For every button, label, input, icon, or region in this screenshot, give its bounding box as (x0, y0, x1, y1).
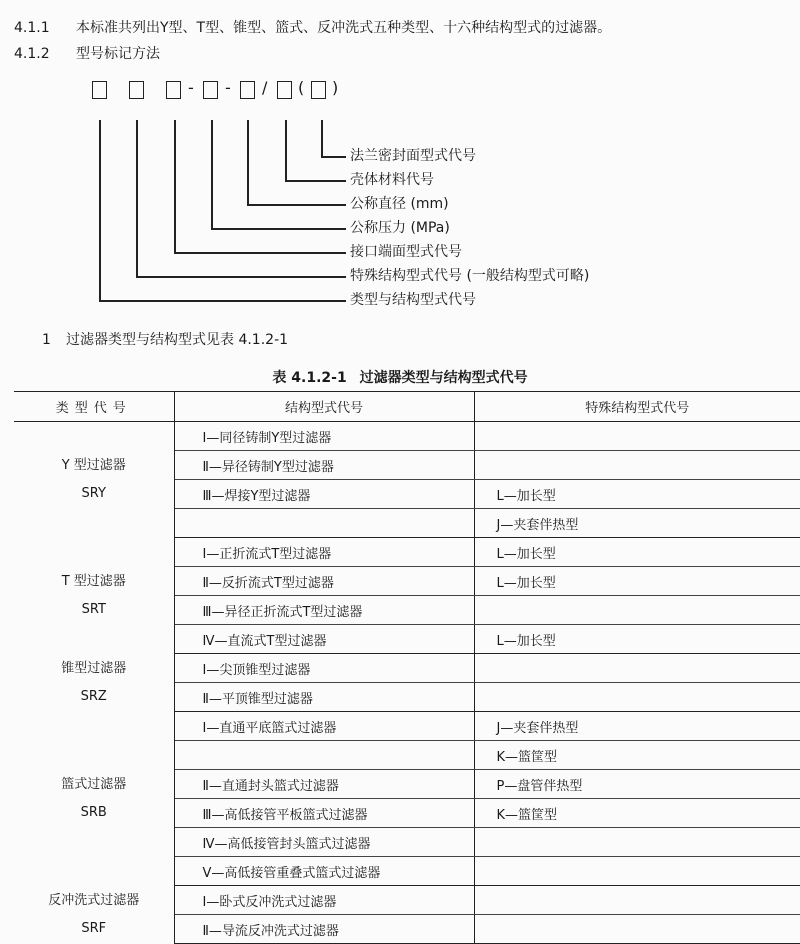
leader-line (247, 120, 249, 205)
table-row (14, 422, 800, 451)
leader-line (136, 276, 346, 278)
table-row (14, 654, 800, 683)
type-name: 篮式过滤器 (61, 776, 127, 792)
note-text: 过滤器类型与结构型式见表 4.1.2-1 (66, 332, 289, 348)
special-cell: L—加长型 (474, 538, 800, 567)
structure-cell: Ⅰ—正折流式T型过滤器 (174, 538, 474, 567)
special-cell (474, 654, 800, 683)
note-line (42, 330, 288, 350)
leader-line (247, 204, 346, 206)
special-cell: K—篮筐型 (474, 799, 800, 828)
leader-line (321, 156, 346, 158)
leader-line (211, 228, 346, 230)
structure-cell: Ⅱ—异径铸制Y型过滤器 (174, 451, 474, 480)
type-cell (14, 538, 174, 654)
structure-cell (174, 741, 474, 770)
structure-cell: Ⅳ—直流式T型过滤器 (174, 625, 474, 654)
special-cell (474, 683, 800, 712)
structure-cell: Ⅴ—高低接管重叠式篮式过滤器 (174, 857, 474, 886)
leader-line (174, 252, 346, 254)
separator-dash: - (225, 78, 231, 97)
special-cell: L—加长型 (474, 625, 800, 654)
code-box-3 (166, 81, 181, 99)
structure-cell: Ⅱ—直通封头篮式过滤器 (174, 770, 474, 799)
label-type-structure-code: 类型与结构型式代号 (350, 292, 476, 308)
leader-line (321, 120, 323, 157)
table-caption-title: 过滤器类型与结构型式代号 (359, 370, 528, 386)
special-cell (474, 886, 800, 915)
table-caption (0, 367, 800, 387)
leader-line (174, 120, 176, 253)
code-box-6 (277, 81, 292, 99)
header-structure-code: 结构型式代号 (174, 392, 474, 422)
structure-cell: Ⅳ—高低接管封头篮式过滤器 (174, 828, 474, 857)
code-box-4 (203, 81, 218, 99)
special-cell (474, 915, 800, 944)
structure-cell: Ⅲ—异径正折流式T型过滤器 (174, 596, 474, 625)
leader-line (99, 300, 346, 302)
special-cell: L—加长型 (474, 480, 800, 509)
section-text: 型号标记方法 (76, 46, 160, 62)
special-cell (474, 422, 800, 451)
type-cell (14, 422, 174, 538)
structure-cell (174, 509, 474, 538)
label-end-face-code: 接口端面型式代号 (350, 244, 462, 260)
structure-cell: Ⅰ—同径铸制Y型过滤器 (174, 422, 474, 451)
type-code: SRT (81, 601, 106, 617)
section-number: 4.1.2 (14, 46, 50, 62)
header-special-code: 特殊结构型式代号 (474, 392, 800, 422)
code-box-7 (311, 81, 326, 99)
type-cell (14, 654, 174, 712)
model-code-diagram (0, 0, 800, 320)
label-nominal-diameter: 公称直径 (mm) (350, 196, 449, 212)
leader-line (285, 120, 287, 181)
leader-line (136, 120, 138, 277)
type-cell (14, 712, 174, 886)
structure-cell: Ⅱ—平顶锥型过滤器 (174, 683, 474, 712)
leader-line (211, 120, 213, 229)
special-cell (474, 596, 800, 625)
special-cell (474, 451, 800, 480)
section-text: 本标准共列出Y型、T型、锥型、篮式、反冲洗式五种类型、十六种结构型式的过滤器。 (76, 20, 612, 36)
special-cell: L—加长型 (474, 567, 800, 596)
structure-cell: Ⅰ—卧式反冲洗式过滤器 (174, 886, 474, 915)
filter-type-table (14, 391, 800, 944)
note-number: 1 (42, 332, 51, 348)
structure-cell: Ⅱ—反折流式T型过滤器 (174, 567, 474, 596)
special-cell: J—夹套伴热型 (474, 712, 800, 741)
structure-cell: Ⅲ—高低接管平板篮式过滤器 (174, 799, 474, 828)
structure-cell: Ⅲ—焊接Y型过滤器 (174, 480, 474, 509)
type-code: SRY (81, 485, 106, 501)
special-cell (474, 828, 800, 857)
table-row (14, 712, 800, 741)
code-box-5 (240, 81, 255, 99)
special-cell: K—篮筐型 (474, 741, 800, 770)
table-body (14, 422, 800, 944)
separator-dash: - (188, 78, 194, 97)
leader-line (99, 120, 101, 301)
type-name: 锥型过滤器 (61, 660, 127, 676)
special-cell: P—盘管伴热型 (474, 770, 800, 799)
type-code: SRZ (80, 688, 107, 704)
table-caption-number: 表 4.1.2-1 (272, 370, 347, 386)
code-box-1 (92, 81, 107, 99)
structure-cell: Ⅰ—直通平底篮式过滤器 (174, 712, 474, 741)
type-name: 反冲洗式过滤器 (48, 892, 140, 908)
separator-paren-open: ( (298, 78, 305, 97)
type-code: SRB (80, 804, 107, 820)
table-row (14, 538, 800, 567)
special-cell: J—夹套伴热型 (474, 509, 800, 538)
table-row (14, 886, 800, 915)
type-cell (14, 886, 174, 944)
label-special-structure-code: 特殊结构型式代号 (一般结构型式可略) (350, 268, 590, 284)
leader-line (285, 180, 346, 182)
table-header-row (14, 392, 800, 422)
separator-slash: / (262, 78, 268, 97)
type-code: SRF (81, 920, 107, 936)
type-name: Y 型过滤器 (61, 457, 126, 473)
separator-paren-close: ) (332, 78, 339, 97)
code-box-2 (129, 81, 144, 99)
structure-cell: Ⅰ—尖顶锥型过滤器 (174, 654, 474, 683)
label-nominal-pressure: 公称压力 (MPa) (350, 220, 450, 236)
section-number: 4.1.1 (14, 20, 50, 36)
type-name: T 型过滤器 (61, 573, 126, 589)
label-shell-material-code: 壳体材料代号 (350, 172, 434, 188)
special-cell (474, 857, 800, 886)
structure-cell: Ⅱ—导流反冲洗式过滤器 (174, 915, 474, 944)
header-type-code: 类型代号 (14, 392, 174, 422)
label-flange-seal-code: 法兰密封面型式代号 (350, 148, 476, 164)
